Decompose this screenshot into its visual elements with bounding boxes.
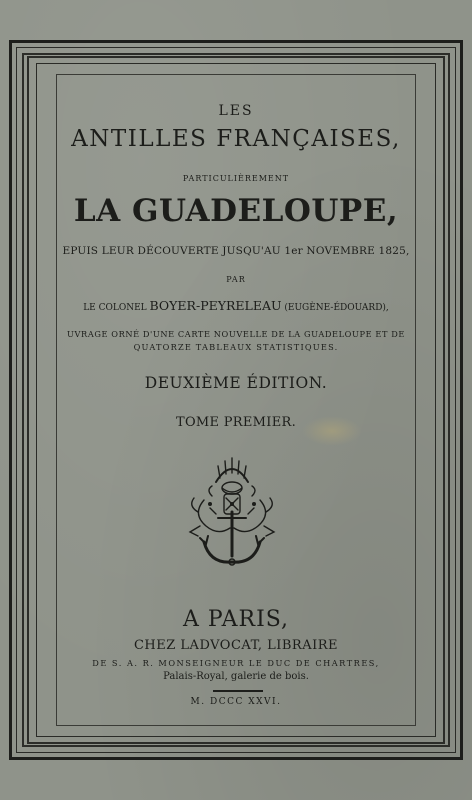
imprint-date: M. DCCC XXVI.	[190, 697, 282, 707]
title-les: LES	[218, 103, 254, 119]
subtitle-depuis: EPUIS LEUR DÉCOUVERTE JUSQU'AU 1er NOVEMBRE 1825,	[62, 245, 410, 257]
divider-rule	[213, 690, 263, 692]
title-guadeloupe: LA GUADELOUPE,	[73, 193, 399, 229]
subtitle-particulierement: PARTICULIÈREMENT	[182, 174, 290, 183]
anchor-emblem-icon	[176, 452, 288, 574]
author-given-names: (EUGÈNE-ÉDOUARD),	[281, 303, 389, 313]
author-prefix: LE COLONEL	[83, 303, 150, 313]
tome-label: TOME PREMIER.	[175, 415, 297, 430]
imprint-city: A PARIS,	[182, 607, 290, 632]
imprint-patron: DE S. A. R. MONSEIGNEUR LE DUC DE CHARTRES,	[92, 658, 380, 668]
edition-label: DEUXIÈME ÉDITION.	[144, 374, 328, 392]
ouvrage-line-2: QUATORZE TABLEAUX STATISTIQUES.	[133, 342, 339, 352]
title-antilles: ANTILLES FRANÇAISES,	[71, 126, 401, 152]
paper-stain	[302, 416, 362, 446]
imprint-publisher: CHEZ LADVOCAT, LIBRAIRE	[133, 638, 339, 653]
imprint-address: Palais-Royal, galerie de bois.	[163, 671, 309, 682]
author-name: BOYER-PEYRELEAU	[149, 298, 282, 313]
label-par: PAR	[226, 275, 246, 284]
author-line	[40, 298, 432, 313]
ouvrage-line-1: UVRAGE ORNÉ D'UNE CARTE NOUVELLE DE LA GUADELOUPE ET DE	[67, 329, 405, 339]
